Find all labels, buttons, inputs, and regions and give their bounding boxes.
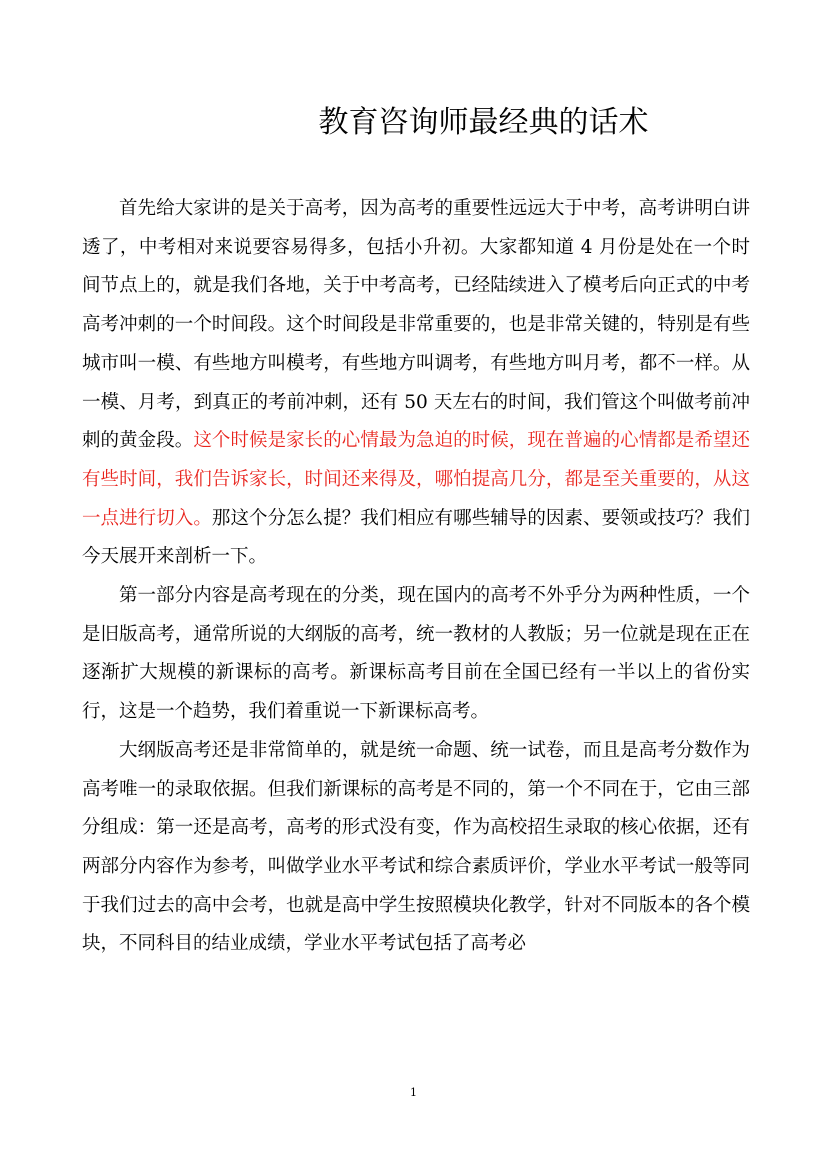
- paragraph-2-text: 第一部分内容是高考现在的分类，现在国内的高考不外乎分为两种性质，一个是旧版高考，通常所说的大纲版的高考，统一教材的人教版；另一位就是现在正在逐渐扩大规模的新课标的高考。新课标高考目前在全国已经有一半以上的省份实行，这是一个趋势，我们着重说一下新课标高考。: [82, 585, 750, 723]
- paragraph-1: [82, 190, 750, 577]
- paragraph-1-text-a: 首先给大家讲的是关于高考，因为高考的重要性远远大于中考，高考讲明白讲透了，中考相对来说要容易得多，包括小升初。大家都知道 4 月份是处在一个时间节点上的，就是我们各地，关于中考高考，已经陆续进入了模考后向正式的中考高考冲刺的一个时间段。这个时间段是非常重要的，也是非常关键的，特别是有些城市叫一模、有些地方叫模考，有些地方叫调考，有些地方叫月考，都不一样。从一模、月考，到真正的考前冲刺，还有 50 天左右的时间，我们管这个叫做考前冲刺的黄金段。: [82, 198, 750, 452]
- paragraph-1-text-b: 那这个分怎么提？我们相应有哪些辅导的因素、要领或技巧？我们今天展开来剖析一下。: [82, 507, 750, 568]
- paragraph-3-text: 大纲版高考还是非常简单的，就是统一命题、统一试卷，而且是高考分数作为高考唯一的录取依据。但我们新课标的高考是不同的，第一个不同在于，它由三部分组成：第一还是高考，高考的形式没有变，作为高校招生录取的核心依据，还有两部分内容作为参考，叫做学业水平考试和综合素质评价，学业水平考试一般等同于我们过去的高中会考，也就是高中学生按照模块化教学，针对不同版本的各个模块，不同科目的结业成绩，学业水平考试包括了高考必: [82, 739, 750, 955]
- page-number: 1: [410, 1086, 417, 1099]
- document-body: [82, 190, 750, 964]
- document-title: 教育咨询师最经典的话术: [318, 105, 649, 140]
- paragraph-3: [82, 732, 750, 964]
- paragraph-1-highlighted-text: 这个时候是家长的心情最为急迫的时候，现在普遍的心情都是希望还有些时间，我们告诉家长，时间还来得及，哪怕提高几分，都是至关重要的，从这一点进行切入。: [82, 430, 750, 529]
- paragraph-2: [82, 577, 750, 732]
